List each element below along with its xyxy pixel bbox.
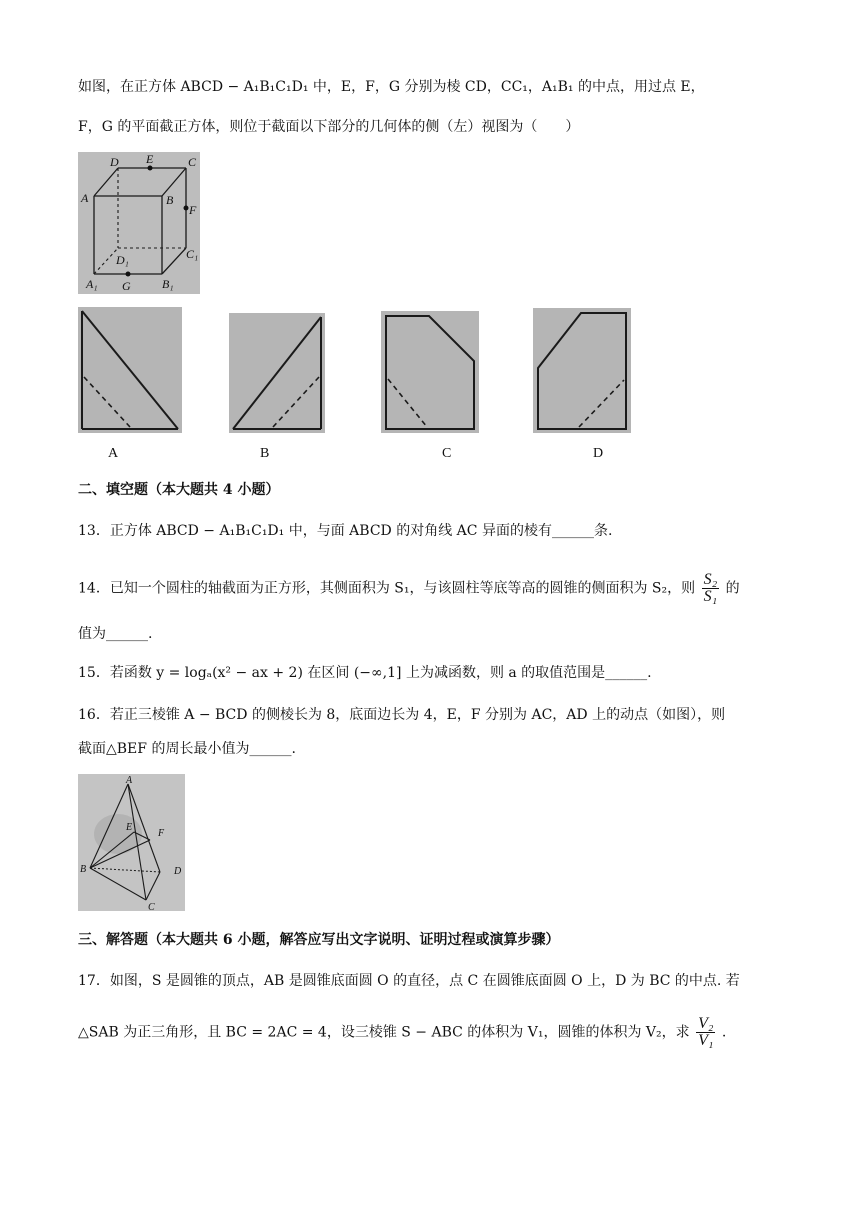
label-B: B (166, 193, 174, 207)
cube-figure (78, 152, 200, 294)
section-3-heading: 三、解答题（本大题共 6 小题，解答应写出文字说明、证明过程或演算步骤） (78, 932, 560, 948)
q14-line1: 14．已知一个圆柱的轴截面为正方形，其侧面积为 S₁，与该圆柱等底等高的圆锥的侧面积为 S₂，则 $\frac{\text{S₂}}{\text{S₁}}$ 的 (78, 571, 740, 605)
label-D1: D₁ (116, 253, 129, 267)
label-G: G (122, 279, 131, 293)
option-a-label: A (108, 446, 119, 461)
tet-label-A: A (126, 775, 133, 786)
label-A1: A₁ (86, 277, 98, 291)
option-a-figure (78, 307, 182, 433)
tet-label-E: E (126, 822, 133, 833)
tet-label-B: B (80, 864, 87, 875)
label-C1: C₁ (186, 247, 199, 261)
q17-line1: 17．如图，S 是圆锥的顶点，AB 是圆锥底面圆 O 的直径，点 C 在圆锥底面圆 O 上，D 为 BC 的中点. 若 (78, 973, 740, 989)
q15-text: 15．若函数 y = logₐ(x² − ax + 2) 在区间 (−∞,1] 上为减函数，则 a 的取值范围是______. (78, 665, 652, 681)
label-D: D (110, 155, 119, 169)
q12-line2: F，G 的平面截正方体，则位于截面以下部分的几何体的侧（左）视图为（ ） (78, 119, 580, 135)
q16-line1: 16．若正三棱锥 A − BCD 的侧棱长为 8，底面边长为 4，E，F 分别为 AC，AD 上的动点（如图），则 (78, 707, 726, 723)
tet-label-C: C (148, 902, 155, 911)
tet-label-F: F (158, 828, 165, 839)
option-d-figure (533, 308, 631, 433)
option-c-figure (381, 311, 479, 433)
option-d-label: D (593, 446, 604, 461)
q12-line1: 如图，在正方体 ABCD − A₁B₁C₁D₁ 中，E，F，G 分别为棱 CD，CC₁，A₁B₁ 的中点，用过点 E， (78, 79, 705, 95)
q13-text: 13．正方体 ABCD − A₁B₁C₁D₁ 中，与面 ABCD 的对角线 AC 异面的棱有______条. (78, 523, 613, 539)
option-b-label: B (260, 446, 270, 461)
q16-line2: 截面△BEF 的周长最小值为______. (78, 741, 296, 757)
label-F: F (189, 203, 197, 217)
q14-fraction: $\frac{\text{S₂}}{\text{S₁}}$ (703, 571, 718, 605)
tet-label-D: D (174, 866, 182, 877)
section-2-heading: 二、填空题（本大题共 4 小题） (78, 482, 280, 498)
q17-fraction: $\frac{\text{V₂}}{\text{V₁}}$ (698, 1015, 714, 1049)
tetrahedron-figure (78, 774, 185, 911)
label-B1: B₁ (162, 277, 174, 291)
option-b-figure (229, 313, 325, 433)
q17-line2: △SAB 为正三角形，且 BC = 2AC = 4，设三棱锥 S − ABC 的体积为 V₁，圆锥的体积为 V₂，求 $\frac{\text{V₂}}{\text{V₁}}$ . (78, 1015, 727, 1049)
label-A: A (81, 191, 89, 205)
option-c-label: C (442, 446, 452, 461)
label-E: E (146, 152, 154, 166)
q14-line2: 值为______. (78, 626, 153, 642)
cube-drawing (78, 152, 200, 294)
label-C: C (188, 155, 197, 169)
